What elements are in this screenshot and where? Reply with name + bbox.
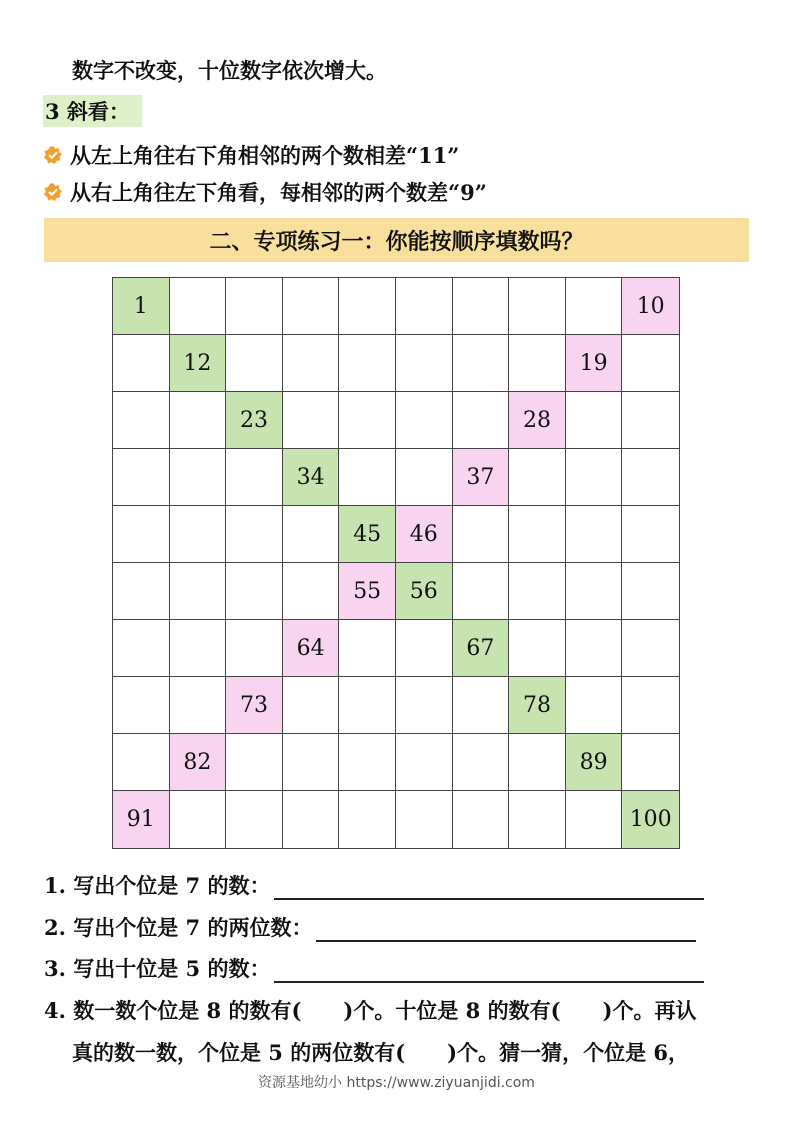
grid-cell-empty[interactable] xyxy=(453,677,510,734)
grid-cell-empty[interactable] xyxy=(339,791,396,848)
grid-cell-empty[interactable] xyxy=(283,335,340,392)
grid-cell-empty[interactable] xyxy=(283,506,340,563)
grid-cell-empty[interactable] xyxy=(566,677,623,734)
question-1-text: 1. 写出个位是 7 的数： xyxy=(44,873,271,898)
footer-watermark: 资源基地幼小 https://www.ziyuanjidi.com xyxy=(258,1075,535,1091)
grid-cell-empty[interactable] xyxy=(396,335,453,392)
grid-cell-empty[interactable] xyxy=(509,506,566,563)
grid-cell-empty[interactable] xyxy=(453,278,510,335)
grid-cell-empty[interactable] xyxy=(566,506,623,563)
grid-cell-empty[interactable] xyxy=(453,506,510,563)
question-4-text-1: 4. 数一数个位是 8 的数有( )个。十位是 8 的数有( )个。再认 xyxy=(44,998,697,1023)
grid-cell-filled[interactable]: 64 xyxy=(283,620,340,677)
grid-cell-filled[interactable]: 45 xyxy=(339,506,396,563)
grid-cell-empty[interactable] xyxy=(622,392,679,449)
grid-cell-empty[interactable] xyxy=(453,392,510,449)
grid-cell-filled[interactable]: 91 xyxy=(113,791,170,848)
grid-cell-empty[interactable] xyxy=(453,335,510,392)
grid-cell-empty[interactable] xyxy=(226,620,283,677)
grid-cell-empty[interactable] xyxy=(339,335,396,392)
grid-cell-empty[interactable] xyxy=(113,677,170,734)
grid-cell-empty[interactable] xyxy=(113,620,170,677)
grid-cell-empty[interactable] xyxy=(226,734,283,791)
grid-cell-empty[interactable] xyxy=(622,734,679,791)
grid-cell-empty[interactable] xyxy=(396,278,453,335)
grid-cell-empty[interactable] xyxy=(622,620,679,677)
grid-cell-empty[interactable] xyxy=(170,563,227,620)
grid-cell-filled[interactable]: 67 xyxy=(453,620,510,677)
bullet-item-1 xyxy=(44,140,459,170)
grid-cell-empty[interactable] xyxy=(113,734,170,791)
grid-cell-empty[interactable] xyxy=(283,278,340,335)
grid-cell-empty[interactable] xyxy=(226,791,283,848)
grid-cell-empty[interactable] xyxy=(283,791,340,848)
grid-cell-empty[interactable] xyxy=(509,734,566,791)
grid-cell-empty[interactable] xyxy=(509,563,566,620)
grid-cell-filled[interactable]: 1 xyxy=(113,278,170,335)
grid-cell-filled[interactable]: 55 xyxy=(339,563,396,620)
grid-cell-empty[interactable] xyxy=(396,620,453,677)
grid-cell-empty[interactable] xyxy=(622,335,679,392)
answer-blank-1[interactable] xyxy=(274,878,704,900)
grid-cell-empty[interactable] xyxy=(283,677,340,734)
grid-cell-filled[interactable]: 34 xyxy=(283,449,340,506)
badge-check-icon xyxy=(44,146,62,164)
grid-cell-filled[interactable]: 73 xyxy=(226,677,283,734)
grid-cell-empty[interactable] xyxy=(170,620,227,677)
grid-cell-empty[interactable] xyxy=(622,563,679,620)
section-3-heading: 3 斜看： xyxy=(43,95,142,127)
grid-cell-empty[interactable] xyxy=(113,506,170,563)
grid-cell-empty[interactable] xyxy=(170,677,227,734)
question-4-line-2 xyxy=(72,1037,689,1067)
grid-cell-empty[interactable] xyxy=(226,563,283,620)
question-1 xyxy=(44,870,704,900)
grid-cell-empty[interactable] xyxy=(170,791,227,848)
grid-cell-empty[interactable] xyxy=(226,506,283,563)
grid-cell-empty[interactable] xyxy=(339,620,396,677)
question-4-text-2: 真的数一数，个位是 5 的两位数有( )个。猜一猜，个位是 6， xyxy=(72,1040,690,1065)
grid-cell-empty[interactable] xyxy=(283,734,340,791)
grid-cell-filled[interactable]: 23 xyxy=(226,392,283,449)
grid-cell-empty[interactable] xyxy=(453,563,510,620)
grid-cell-filled[interactable]: 78 xyxy=(509,677,566,734)
grid-cell-empty[interactable] xyxy=(509,449,566,506)
grid-cell-empty[interactable] xyxy=(113,449,170,506)
grid-cell-empty[interactable] xyxy=(566,449,623,506)
bullet-item-2 xyxy=(44,177,487,207)
grid-cell-empty[interactable] xyxy=(396,449,453,506)
grid-cell-empty[interactable] xyxy=(566,791,623,848)
answer-blank-2[interactable] xyxy=(316,920,696,942)
grid-cell-empty[interactable] xyxy=(339,449,396,506)
section-banner xyxy=(44,218,749,262)
grid-cell-empty[interactable] xyxy=(339,278,396,335)
grid-cell-empty[interactable] xyxy=(339,734,396,791)
question-3-text: 3. 写出十位是 5 的数： xyxy=(44,956,271,981)
grid-cell-empty[interactable] xyxy=(113,335,170,392)
grid-cell-empty[interactable] xyxy=(170,278,227,335)
grid-cell-filled[interactable]: 100 xyxy=(622,791,679,848)
grid-cell-filled[interactable]: 89 xyxy=(566,734,623,791)
grid-cell-empty[interactable] xyxy=(566,563,623,620)
grid-cell-empty[interactable] xyxy=(339,392,396,449)
grid-cell-filled[interactable]: 12 xyxy=(170,335,227,392)
grid-cell-empty[interactable] xyxy=(170,392,227,449)
grid-cell-filled[interactable]: 56 xyxy=(396,563,453,620)
question-2-text: 2. 写出个位是 7 的两位数： xyxy=(44,915,313,940)
grid-cell-empty[interactable] xyxy=(226,449,283,506)
grid-cell-empty[interactable] xyxy=(622,677,679,734)
grid-cell-empty[interactable] xyxy=(509,620,566,677)
grid-cell-empty[interactable] xyxy=(566,392,623,449)
bullet-text-1: 从左上角往右下角相邻的两个数相差“11” xyxy=(70,143,460,168)
grid-cell-empty[interactable] xyxy=(509,278,566,335)
grid-cell-filled[interactable]: 28 xyxy=(509,392,566,449)
grid-cell-empty[interactable] xyxy=(170,449,227,506)
grid-cell-empty[interactable] xyxy=(453,791,510,848)
question-3 xyxy=(44,953,704,983)
grid-cell-filled[interactable]: 19 xyxy=(566,335,623,392)
grid-cell-filled[interactable]: 82 xyxy=(170,734,227,791)
grid-cell-empty[interactable] xyxy=(113,392,170,449)
grid-cell-empty[interactable] xyxy=(170,506,227,563)
grid-cell-empty[interactable] xyxy=(226,278,283,335)
grid-cell-empty[interactable] xyxy=(453,734,510,791)
badge-check-icon xyxy=(44,183,62,201)
grid-cell-filled[interactable]: 37 xyxy=(453,449,510,506)
grid-cell-empty[interactable] xyxy=(339,677,396,734)
grid-cell-filled[interactable]: 46 xyxy=(396,506,453,563)
grid-cell-empty[interactable] xyxy=(226,335,283,392)
grid-cell-empty[interactable] xyxy=(396,677,453,734)
grid-cell-empty[interactable] xyxy=(113,563,170,620)
section-banner-title: 二、专项练习一：你能按顺序填数吗？ xyxy=(209,228,584,255)
grid-cell-empty[interactable] xyxy=(396,791,453,848)
grid-cell-empty[interactable] xyxy=(396,392,453,449)
bullet-text-2: 从右上角往左下角看，每相邻的两个数差“9” xyxy=(70,180,487,205)
grid-cell-empty[interactable] xyxy=(622,506,679,563)
grid-cell-filled[interactable]: 10 xyxy=(622,278,679,335)
grid-cell-empty[interactable] xyxy=(622,449,679,506)
intro-line: 数字不改变，十位数字依次增大。 xyxy=(72,58,387,83)
grid-cell-empty[interactable] xyxy=(509,335,566,392)
grid-cell-empty[interactable] xyxy=(566,620,623,677)
grid-cell-empty[interactable] xyxy=(396,734,453,791)
grid-cell-empty[interactable] xyxy=(566,278,623,335)
grid-cell-empty[interactable] xyxy=(283,563,340,620)
hundred-grid xyxy=(112,277,680,849)
question-2 xyxy=(44,912,696,942)
grid-cell-empty[interactable] xyxy=(283,392,340,449)
answer-blank-3[interactable] xyxy=(274,961,704,983)
question-4-line-1 xyxy=(44,995,696,1025)
grid-cell-empty[interactable] xyxy=(509,791,566,848)
